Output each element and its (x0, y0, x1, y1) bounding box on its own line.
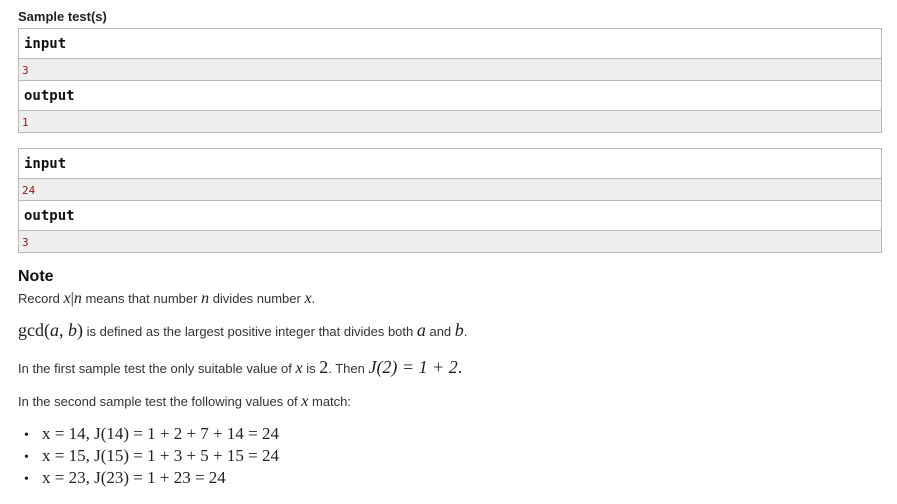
math-x: x (304, 290, 312, 307)
sample-test-2 (18, 148, 882, 253)
output-label: output (24, 208, 75, 224)
text: is (302, 361, 320, 376)
text: . (463, 324, 468, 339)
output-value: 1 (22, 116, 29, 129)
bullet-icon: • (24, 450, 29, 465)
input-box[interactable] (19, 179, 881, 201)
math-b: b (454, 320, 464, 340)
note-line-4 (18, 393, 351, 411)
input-box[interactable] (19, 59, 881, 81)
math-period: . (457, 357, 463, 377)
text: match: (308, 394, 352, 409)
math-x: x (63, 290, 71, 307)
input-header (19, 149, 881, 179)
note-line-1 (18, 290, 315, 308)
math-b: b (67, 320, 77, 340)
output-label: output (24, 88, 75, 104)
output-box[interactable] (19, 231, 881, 252)
list-item (24, 467, 279, 489)
math-item: x = 15, J(15) = 1 + 3 + 5 + 15 = 24 (42, 446, 279, 465)
output-value: 3 (22, 236, 29, 249)
text: In the second sample test the following values of (18, 394, 302, 409)
list-item (24, 423, 279, 445)
text: . Then (328, 361, 369, 376)
text: is defined as the largest positive integer that divides both (82, 324, 417, 339)
math-x: x (301, 393, 309, 410)
bullet-icon: • (24, 428, 29, 443)
math-divides: | (70, 290, 74, 307)
math-expression: J(2) = 1 + 2 (368, 357, 458, 377)
math-n: n (201, 290, 210, 307)
input-label: input (24, 36, 67, 52)
output-header (19, 81, 881, 111)
math-item: x = 23, J(23) = 1 + 23 = 24 (42, 468, 226, 487)
input-value: 24 (22, 184, 36, 197)
note-line-2 (18, 320, 467, 341)
math-paren: ) (76, 320, 83, 340)
note-line-3 (18, 357, 462, 378)
math-comma: , (58, 320, 68, 340)
sample-tests-title: Sample test(s) (18, 9, 107, 24)
math-n: n (73, 290, 82, 307)
list-item (24, 445, 279, 467)
text: and (425, 324, 455, 339)
output-box[interactable] (19, 111, 881, 132)
output-header (19, 201, 881, 231)
text: Record (18, 291, 64, 306)
math-gcd: gcd( (18, 320, 50, 340)
text: divides number (209, 291, 305, 306)
sample-test-1 (18, 28, 882, 133)
match-list (24, 423, 279, 489)
math-a: a (416, 320, 426, 340)
text: means that number (81, 291, 202, 306)
text: . (311, 291, 316, 306)
note-title: Note (18, 268, 54, 285)
math-two: 2 (319, 357, 329, 377)
input-header (19, 29, 881, 59)
input-label: input (24, 156, 67, 172)
math-item: x = 14, J(14) = 1 + 2 + 7 + 14 = 24 (42, 424, 279, 443)
bullet-icon: • (24, 472, 29, 487)
math-a: a (49, 320, 59, 340)
math-x: x (295, 360, 303, 377)
text: In the first sample test the only suitable value of (18, 361, 296, 376)
input-value: 3 (22, 64, 29, 77)
